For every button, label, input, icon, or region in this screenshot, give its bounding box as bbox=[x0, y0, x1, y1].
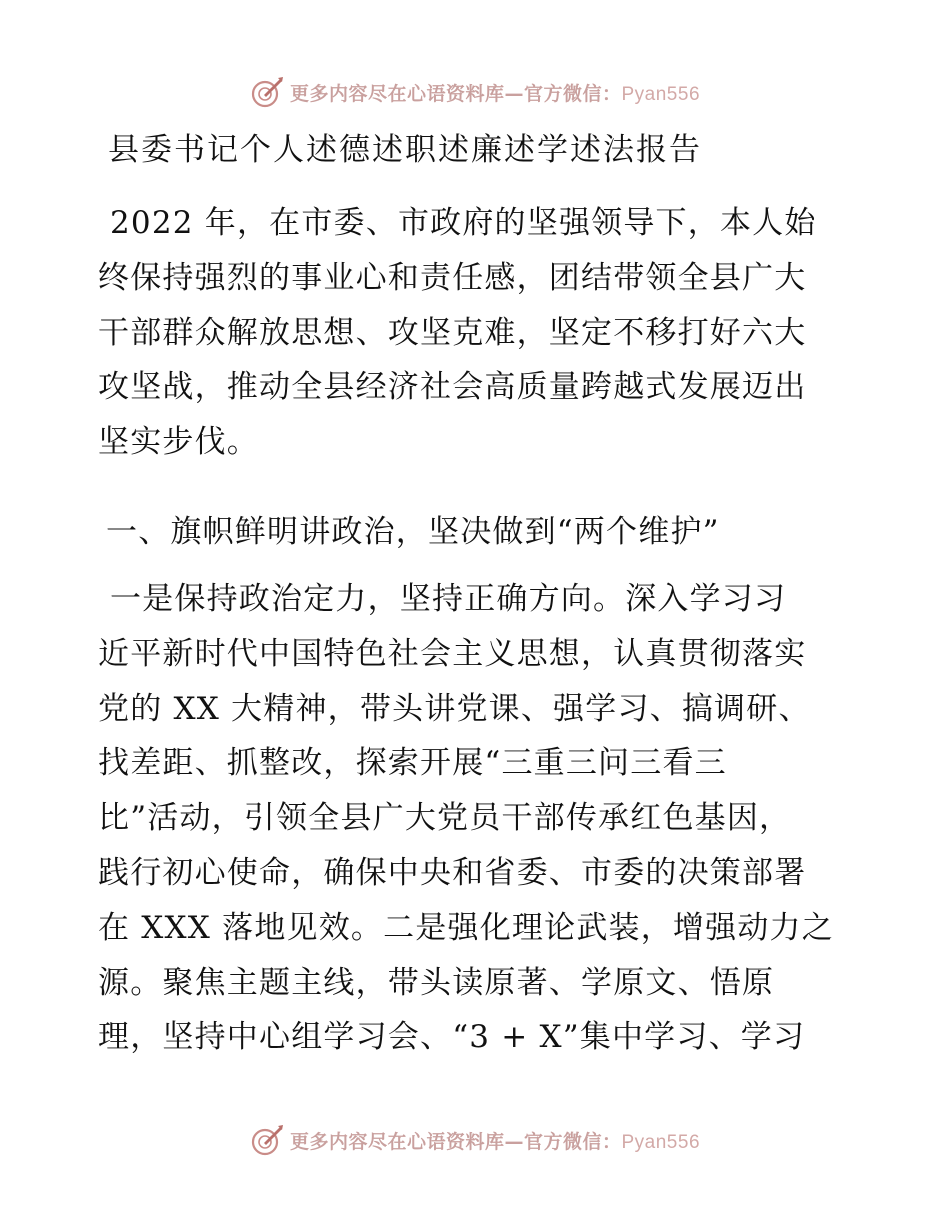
watermark-text: 更多内容尽在心语资料库—官方微信：Pyan556 bbox=[289, 82, 701, 105]
paragraph-line: 找差距、抓整改，探索开展“三重三问三看三 bbox=[98, 745, 727, 782]
paragraph-line: 终保持强烈的事业心和责任感，团结带领全县广大 bbox=[98, 259, 807, 296]
paragraph-line: 一是保持政治定力，坚持正确方向。深入学习习 bbox=[110, 581, 787, 617]
paragraph-line: 2022 年，在市委、市政府的坚强领导下，本人始 bbox=[110, 205, 817, 241]
quill-pen-logo-icon bbox=[250, 75, 284, 109]
watermark-text: 更多内容尽在心语资料库—官方微信：Pyan556 bbox=[289, 1130, 701, 1153]
section-heading: 一、旗帜鲜明讲政治，坚决做到“两个维护” bbox=[106, 514, 720, 550]
paragraph-line: 理，坚持中心组学习会、“3 + X”集中学习、学习 bbox=[98, 1019, 806, 1056]
paragraph-line: 践行初心使命，确保中央和省委、市委的决策部署 bbox=[98, 854, 807, 891]
paragraph-line: 近平新时代中国特色社会主义思想，认真贯彻落实 bbox=[98, 635, 807, 672]
paragraph-line: 攻坚战，推动全县经济社会高质量跨越式发展迈出 bbox=[98, 369, 807, 406]
intro-paragraph bbox=[98, 196, 850, 470]
quill-pen-logo-icon bbox=[250, 1123, 284, 1157]
paragraph-line: 坚实步伐。 bbox=[98, 424, 259, 461]
paragraph-line: 党的 XX 大精神，带头讲党课、强学习、搞调研、 bbox=[98, 690, 811, 727]
paragraph-line: 在 XXX 落地见效。二是强化理论武装，增强动力之 bbox=[98, 909, 834, 946]
section-body-paragraph bbox=[98, 572, 850, 1065]
watermark-header bbox=[0, 72, 950, 112]
document-title: 县委书记个人述德述职述廉述学述法报告 bbox=[108, 132, 702, 168]
paragraph-line: 干部群众解放思想、攻坚克难，坚定不移打好六大 bbox=[98, 314, 807, 351]
paragraph-line: 比”活动，引领全县广大党员干部传承红色基因， bbox=[98, 800, 792, 837]
paragraph-line: 源。聚焦主题主线，带头读原著、学原文、悟原 bbox=[98, 964, 775, 1001]
watermark-footer bbox=[0, 1120, 950, 1160]
